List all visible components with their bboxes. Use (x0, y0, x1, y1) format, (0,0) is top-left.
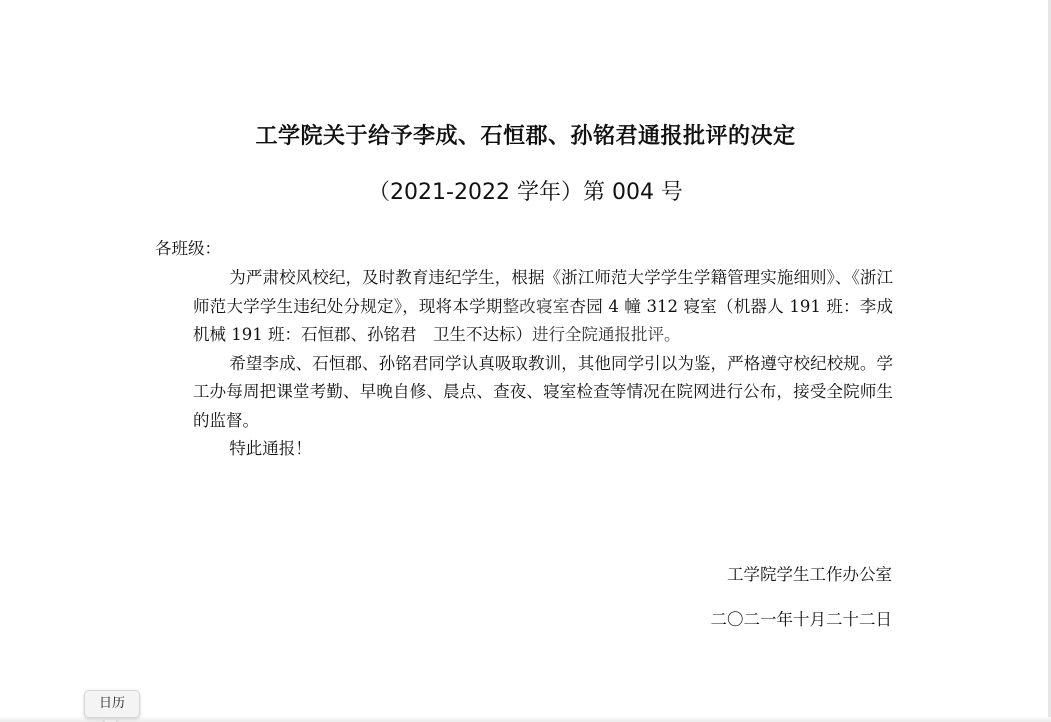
paragraph-1-part-4: 进行全院通报批评。 (531, 325, 681, 344)
paragraph-1-part-2: 整改寝室 (502, 296, 570, 316)
signature-office: 工学院学生工作办公室 (727, 565, 892, 584)
document-body (193, 264, 910, 464)
paragraph-2: 希望李成、石恒郡、孙铭君同学认真吸取教训，其他同学引以为鉴，严格遵守校纪校规。学工办每周把课堂考勤、早晚自修、晨点、查夜、寝室检查等情况在院网进行公布，接受全院师生的监督。 (193, 353, 893, 430)
document-title: 工学院关于给予李成、石恒郡、孙铭君通报批评的决定 (255, 124, 796, 149)
paragraph-1-part-3: 杏园 4 幢 312 寝室（机器人 191 班：李成 机械 191 班：石恒郡、孙铭君 卫生不达标） (193, 296, 910, 344)
paragraph-1-part-1: 为严肃校风校纪，及时教育违纪学生，根据《浙江师范大学学生学籍管理实施细则》、《浙江师范大学学生违纪处分规定》，现将本学期 (193, 268, 893, 316)
signature-date: 二〇二一年十月二十二日 (710, 610, 892, 629)
salutation: 各班级： (155, 239, 221, 258)
bottom-bar (0, 717, 1051, 722)
paragraph-3: 特此通报！ (229, 439, 312, 458)
document-number: （2021-2022 学年）第 004 号 (368, 180, 683, 205)
paragraph-1 (193, 264, 910, 350)
calendar-tooltip: 日历 (84, 690, 140, 718)
